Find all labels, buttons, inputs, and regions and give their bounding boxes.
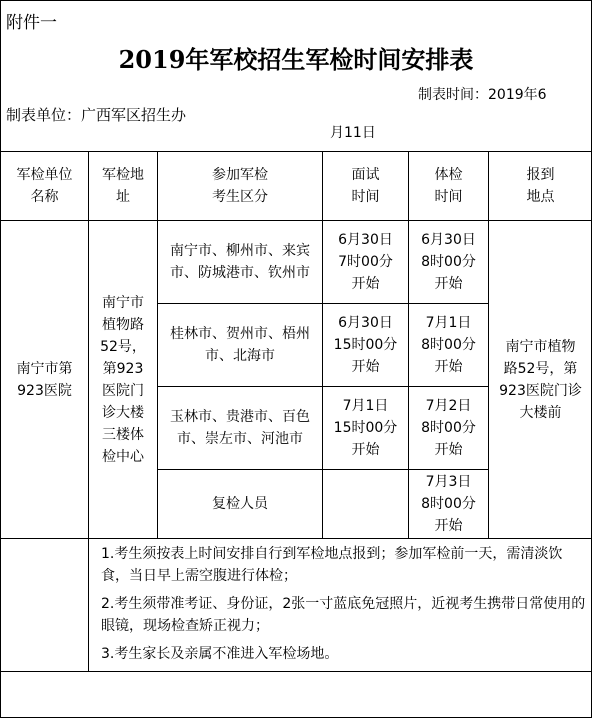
notes-spacer-cell — [1, 539, 89, 672]
interview-time-cell: 6月30日 15时00分 开始 — [323, 304, 409, 387]
note-item: 1.考生须按表上时间安排自行到军检地点报到；参加军检前一天，需清淡饮食，当日早上需空腹进行体检； — [101, 546, 563, 584]
header-physical-time: 体检 时间 — [409, 152, 489, 221]
unit-name-cell: 南宁市第 923医院 — [1, 221, 89, 539]
make-unit: 制表单位：广西军区招生办 — [6, 106, 187, 124]
header-unit: 军检单位 名称 — [1, 152, 89, 221]
physical-time-cell: 7月1日 8时00分 开始 — [409, 304, 489, 387]
physical-time-cell: 7月3日 8时00分 开始 — [409, 470, 489, 539]
interview-time-cell: 7月1日 15时00分 开始 — [323, 387, 409, 470]
table-header-row — [1, 152, 592, 221]
note-item: 2.考生须带准考证、身份证，2张一寸蓝底免冠照片，近视考生携带日常使用的眼镜，现场检查矫正视力； — [101, 596, 586, 634]
area-cell: 桂林市、贺州市、梧州市、北海市 — [158, 304, 323, 387]
physical-time-cell: 6月30日 8时00分 开始 — [409, 221, 489, 304]
make-time: 制表时间：2019年6 — [418, 87, 547, 103]
exam-address-cell: 南宁市 植物路 52号， 第923 医院门 诊大楼 三楼体 检中心 — [89, 221, 158, 539]
area-cell: 复检人员 — [158, 470, 323, 539]
header-interview-time: 面试 时间 — [323, 152, 409, 221]
header-address: 军检地 址 — [89, 152, 158, 221]
interview-time-cell: 6月30日 7时00分 开始 — [323, 221, 409, 304]
header-area: 参加军检 考生区分 — [158, 152, 323, 221]
header-report-site: 报到 地点 — [489, 152, 592, 221]
area-cell: 南宁市、柳州市、来宾市、防城港市、钦州市 — [158, 221, 323, 304]
notes-row — [1, 539, 592, 672]
make-time-day: 月11日 — [330, 125, 376, 141]
schedule-table — [0, 151, 592, 672]
physical-time-cell: 7月2日 8时00分 开始 — [409, 387, 489, 470]
notes-cell — [89, 539, 592, 672]
report-site-cell: 南宁市植物 路52号，第 923医院门诊 大楼前 — [489, 221, 592, 539]
page-title: 2019年军校招生军检时间安排表 — [118, 45, 474, 74]
area-cell: 玉林市、贵港市、百色市、崇左市、河池市 — [158, 387, 323, 470]
table-row — [1, 221, 592, 304]
note-item: 3.考生家长及亲属不准进入军检场地。 — [101, 646, 339, 662]
annex-label: 附件一 — [6, 13, 57, 33]
interview-time-cell — [323, 470, 409, 539]
